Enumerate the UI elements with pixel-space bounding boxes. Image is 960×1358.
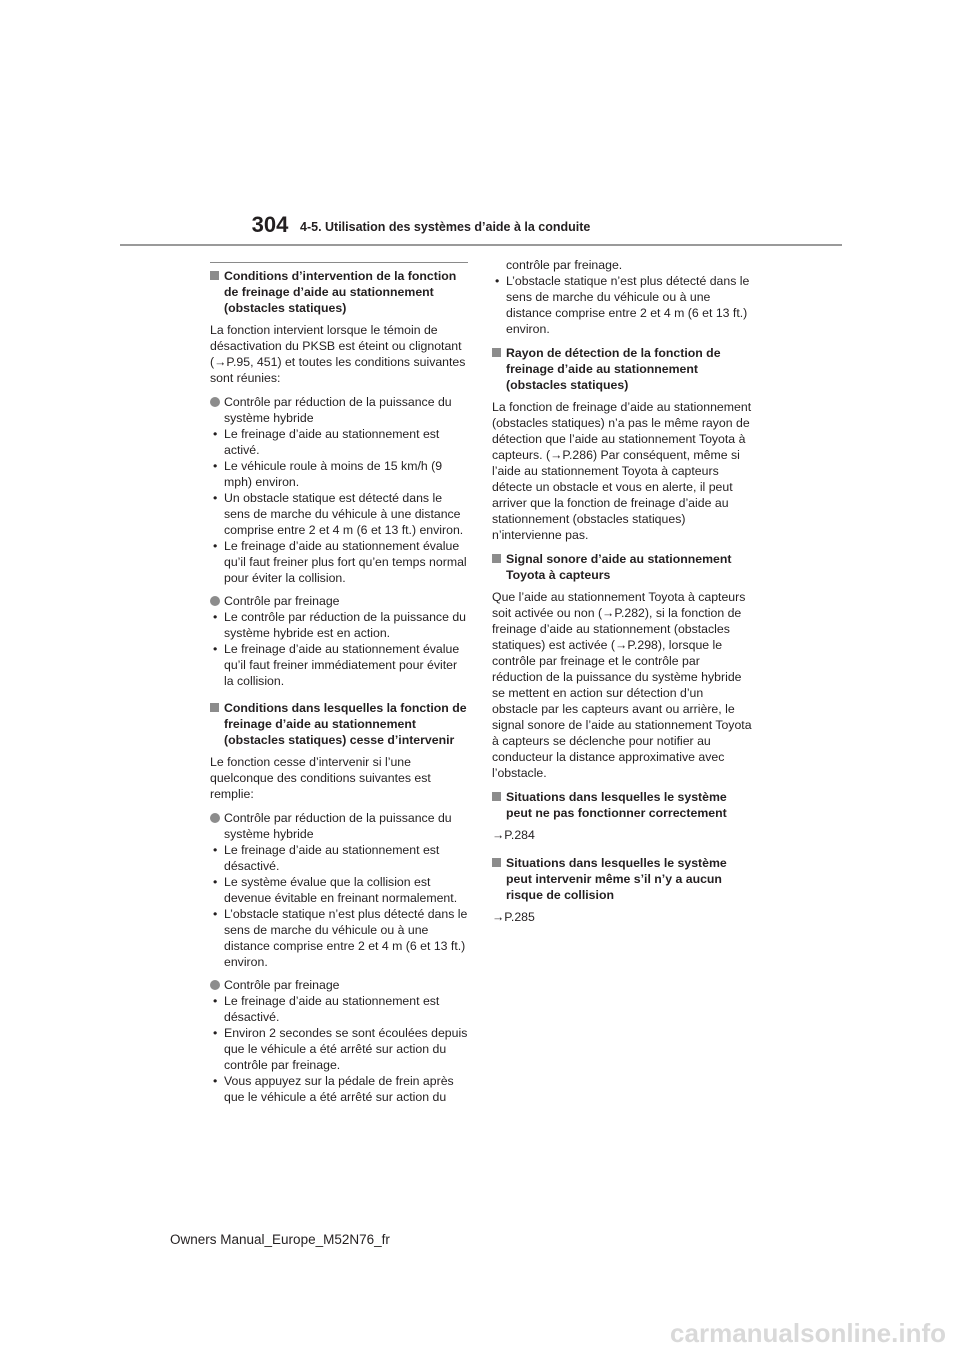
right-column [492, 257, 752, 937]
watermark: carmanualsonline.info [670, 1318, 946, 1348]
paragraph-detection-range: La fonction de freinage d’aide au stationnement (obstacles statiques) n’a pas le même rayon de détection que l’aide au stationnement Toyota à capteurs. (→P.286) Par conséquent, même si l’aide au stationnement Toyota à capteurs détecte un obstacle et vous en alerte, il peut arriver que la fonction de freinage d’aide au stationnement (obstacles statiques) n’intervienne pas. [492, 400, 752, 542]
bullet-group-power-control [210, 394, 470, 586]
list-item-text: Environ 2 secondes se sont écoulées depuis que le véhicule a été arrêté sur action du contrôle par freinage. [224, 1026, 468, 1072]
square-bullet-icon [210, 271, 219, 280]
bullet-text: Contrôle par freinage [224, 594, 340, 608]
section-divider [210, 262, 468, 263]
list-item-text: Le freinage d’aide au stationnement évalue qu’il faut freiner immédiatement pour éviter la collision. [224, 642, 460, 688]
bullet-group-power-control-stop [210, 810, 470, 970]
list-item: • L’obstacle statique n’est plus détecté dans le sens de marche du véhicule ou à une distance comprise entre 2 et 4 m (6 et 13 ft.) environ. [495, 274, 750, 336]
heading-intervention-conditions [210, 268, 470, 316]
list-item: • Le freinage d’aide au stationnement est désactivé. [213, 843, 440, 873]
list-item-text: Le freinage d’aide au stationnement est désactivé. [224, 994, 440, 1024]
list-item: • Le freinage d’aide au stationnement est activé. [213, 427, 440, 457]
list-item: • Le contrôle par réduction de la puissance du système hybride est en action. [213, 610, 466, 640]
heading-unneeded-intervention [492, 855, 752, 903]
list-item: • Le freinage d’aide au stationnement évalue qu’il faut freiner immédiatement pour éviter la collision. [213, 642, 460, 688]
circle-bullet-icon [210, 813, 220, 823]
bullet-text: Contrôle par réduction de la puissance du système hybride [224, 395, 452, 425]
list-item-text: Le système évalue que la collision est devenue évitable en freinant normalement. [224, 875, 458, 905]
left-column [210, 268, 470, 1112]
list-item: • Le freinage d’aide au stationnement est désactivé. [213, 994, 440, 1024]
page-number: 304 [251, 212, 289, 237]
heading-stop-conditions [210, 700, 470, 748]
bullet-group-brake-control [210, 593, 470, 689]
list-item-text: L’obstacle statique n’est plus détecté dans le sens de marche du véhicule ou à une distance comprise entre 2 et 4 m (6 et 13 ft.) environ. [224, 907, 468, 969]
list-item: • Le freinage d’aide au stationnement évalue qu’il faut freiner plus fort qu’en temps normal pour éviter la collision. [213, 539, 467, 585]
heading-text: Rayon de détection de la fonction de freinage d’aide au stationnement (obstacles statiques) [506, 346, 721, 392]
bullet-text: Contrôle par réduction de la puissance du système hybride [224, 811, 452, 841]
heading-text: Situations dans lesquelles le système peut intervenir même s’il n’y a aucun risque de collision [506, 856, 727, 902]
list-item-text: L’obstacle statique n’est plus détecté dans le sens de marche du véhicule ou à une distance comprise entre 2 et 4 m (6 et 13 ft.) environ. [506, 274, 750, 336]
heading-text: Signal sonore d’aide au stationnement Toyota à capteurs [506, 552, 732, 582]
section-title: 4-5. Utilisation des systèmes d’aide à la conduite [300, 220, 591, 234]
bullet-item [210, 810, 470, 842]
paragraph-intervention: La fonction intervient lorsque le témoin de désactivation du PKSB est éteint ou clignotant (→P.95, 451) et toutes les conditions suivantes sont réunies: [210, 323, 466, 385]
list-item-text: Vous appuyez sur la pédale de frein après que le véhicule a été arrêté sur action du [224, 1074, 454, 1104]
heading-text: Conditions d’intervention de la fonction de freinage d’aide au stationnement (obstacles statiques) [224, 269, 457, 315]
continued-text: contrôle par freinage. [506, 258, 623, 272]
list-item: • Environ 2 secondes se sont écoulées depuis que le véhicule a été arrêté sur action du contrôle par freinage. [213, 1026, 468, 1072]
bullet-item [210, 394, 470, 426]
list-item: • Le véhicule roule à moins de 15 km/h (9 mph) environ. [213, 459, 443, 489]
square-bullet-icon [492, 348, 501, 357]
bullet-item [210, 977, 470, 993]
header-divider [120, 244, 842, 246]
page-reference: →P.284 [492, 828, 535, 842]
square-bullet-icon [492, 858, 501, 867]
list-item: • L’obstacle statique n’est plus détecté dans le sens de marche du véhicule ou à une distance comprise entre 2 et 4 m (6 et 13 ft.) environ. [213, 907, 468, 969]
heading-text: Situations dans lesquelles le système peut ne pas fonctionner correctement [506, 790, 727, 820]
list-item: • Vous appuyez sur la pédale de frein après que le véhicule a été arrêté sur action du [213, 1074, 454, 1104]
heading-sound-signal [492, 551, 752, 583]
footer-manual-id: Owners Manual_Europe_M52N76_fr [170, 1232, 390, 1247]
circle-bullet-icon [210, 596, 220, 606]
list-item-text: Un obstacle statique est détecté dans le sens de marche du véhicule à une distance comprise entre 2 et 4 m (6 et 13 ft.) environ. [224, 491, 464, 537]
paragraph-sound-signal: Que l’aide au stationnement Toyota à capteurs soit activée ou non (→P.282), si la fonction de freinage d’aide au stationnement (obstacles statiques) est activée (→P.298), lorsque le contrôle par freinage et le contrôle par réduction de la puissance du système hybride se mettent en action sur détection d’un obstacle par les capteurs avant ou arrière, le signal sonore de l’aide au stationnement Toyota à capteurs se déclenche pour notifier au conducteur la distance approximative avec l’obstacle. [492, 590, 752, 780]
bullet-group-brake-control-stop [210, 977, 470, 1105]
heading-detection-range [492, 345, 752, 393]
list-item-text: Le freinage d’aide au stationnement évalue qu’il faut freiner plus fort qu’en temps normal pour éviter la collision. [224, 539, 467, 585]
heading-malfunction-situations [492, 789, 752, 821]
list-item: • Un obstacle statique est détecté dans le sens de marche du véhicule à une distance comprise entre 2 et 4 m (6 et 13 ft.) environ. [213, 491, 464, 537]
heading-text: Conditions dans lesquelles la fonction de freinage d’aide au stationnement (obstacles statiques) cesse d’intervenir [224, 701, 467, 747]
square-bullet-icon [492, 554, 501, 563]
list-item: • Le système évalue que la collision est devenue évitable en freinant normalement. [213, 875, 458, 905]
list-item-text: Le véhicule roule à moins de 15 km/h (9 mph) environ. [224, 459, 443, 489]
square-bullet-icon [210, 703, 219, 712]
list-item-text: Le freinage d’aide au stationnement est désactivé. [224, 843, 440, 873]
circle-bullet-icon [210, 397, 220, 407]
list-item-text: Le contrôle par réduction de la puissance du système hybride est en action. [224, 610, 466, 640]
bullet-item [210, 593, 470, 609]
page-reference: →P.285 [492, 910, 535, 924]
square-bullet-icon [492, 792, 501, 801]
paragraph-stop: Le fonction cesse d’intervenir si l’une quelconque des conditions suivantes est remplie: [210, 755, 431, 801]
circle-bullet-icon [210, 980, 220, 990]
list-item-text: Le freinage d’aide au stationnement est activé. [224, 427, 440, 457]
bullet-text: Contrôle par freinage [224, 978, 340, 992]
